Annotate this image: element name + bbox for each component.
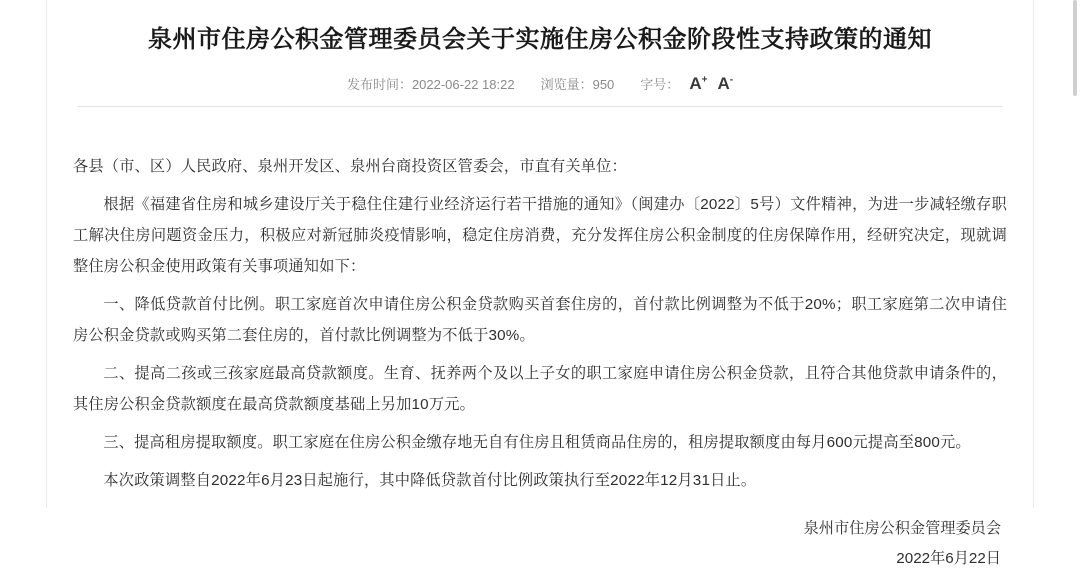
font-decrease-button[interactable] bbox=[717, 75, 733, 92]
document-meta-bar bbox=[77, 74, 1003, 93]
document-content bbox=[47, 0, 1033, 567]
font-increase-sign: + bbox=[701, 74, 708, 86]
paragraph-effective-date: 本次政策调整自2022年6月23日起施行，其中降低贷款首付比例政策执行至2022年12月31日止。 bbox=[103, 472, 757, 489]
font-decrease-letter: A bbox=[717, 74, 730, 93]
font-increase-button[interactable] bbox=[689, 75, 707, 92]
view-count: 浏览量：950 bbox=[540, 77, 615, 92]
scrollbar-thumb[interactable] bbox=[1073, 0, 1077, 96]
font-size-controls bbox=[640, 74, 733, 93]
signature-date: 2022年6月22日 bbox=[896, 550, 1001, 567]
right-margin-rail bbox=[1033, 0, 1080, 508]
paragraph-item-3: 三、提高租房提取额度。职工家庭在住房公积金缴存地无自有住房且租赁商品住房的，租房提取额度由每月600元提高至800元。 bbox=[103, 434, 971, 451]
left-margin-rail bbox=[0, 0, 47, 508]
font-decrease-sign: - bbox=[729, 74, 734, 86]
paragraph-item-1: 一、降低贷款首付比例。职工家庭首次申请住房公积金贷款购买首套住房的，首付款比例调整为不低于20%；职工家庭第二次申请住房公积金贷款或购买第二套住房的，首付款比例调整为不低于30%。 bbox=[73, 296, 1007, 344]
paragraph-salutation: 各县（市、区）人民政府、泉州开发区、泉州台商投资区管委会，市直有关单位： bbox=[73, 158, 627, 175]
page-title: 泉州市住房公积金管理委员会关于实施住房公积金阶段性支持政策的通知 bbox=[148, 26, 932, 53]
paragraph-item-2: 二、提高二孩或三孩家庭最高贷款额度。生育、抚养两个及以上子女的职工家庭申请住房公积金贷款，且符合其他贷款申请条件的，其住房公积金贷款额度在最高贷款额度基础上另加10万元。 bbox=[73, 365, 1007, 413]
signature-organization: 泉州市住房公积金管理委员会 bbox=[803, 520, 1001, 537]
signature-block bbox=[73, 514, 1007, 574]
font-increase-letter: A bbox=[689, 74, 702, 93]
paragraph-intro: 根据《福建省住房和城乡建设厅关于稳住住建行业经济运行若干措施的通知》（闽建办〔2022〕5号）文件精神，为进一步减轻缴存职工解决住房问题资金压力，积极应对新冠肺炎疫情影响，稳定住房消费，充分发挥住房公积金制度的住房保障作用，经研究决定，现就调整住房公积金使用政策有关事项通知如下： bbox=[73, 196, 1007, 275]
document-body bbox=[47, 107, 1033, 574]
document-header bbox=[47, 0, 1033, 93]
publish-time: 发布时间：2022-06-22 18:22 bbox=[346, 77, 515, 92]
font-size-label: 字号： bbox=[640, 77, 680, 92]
